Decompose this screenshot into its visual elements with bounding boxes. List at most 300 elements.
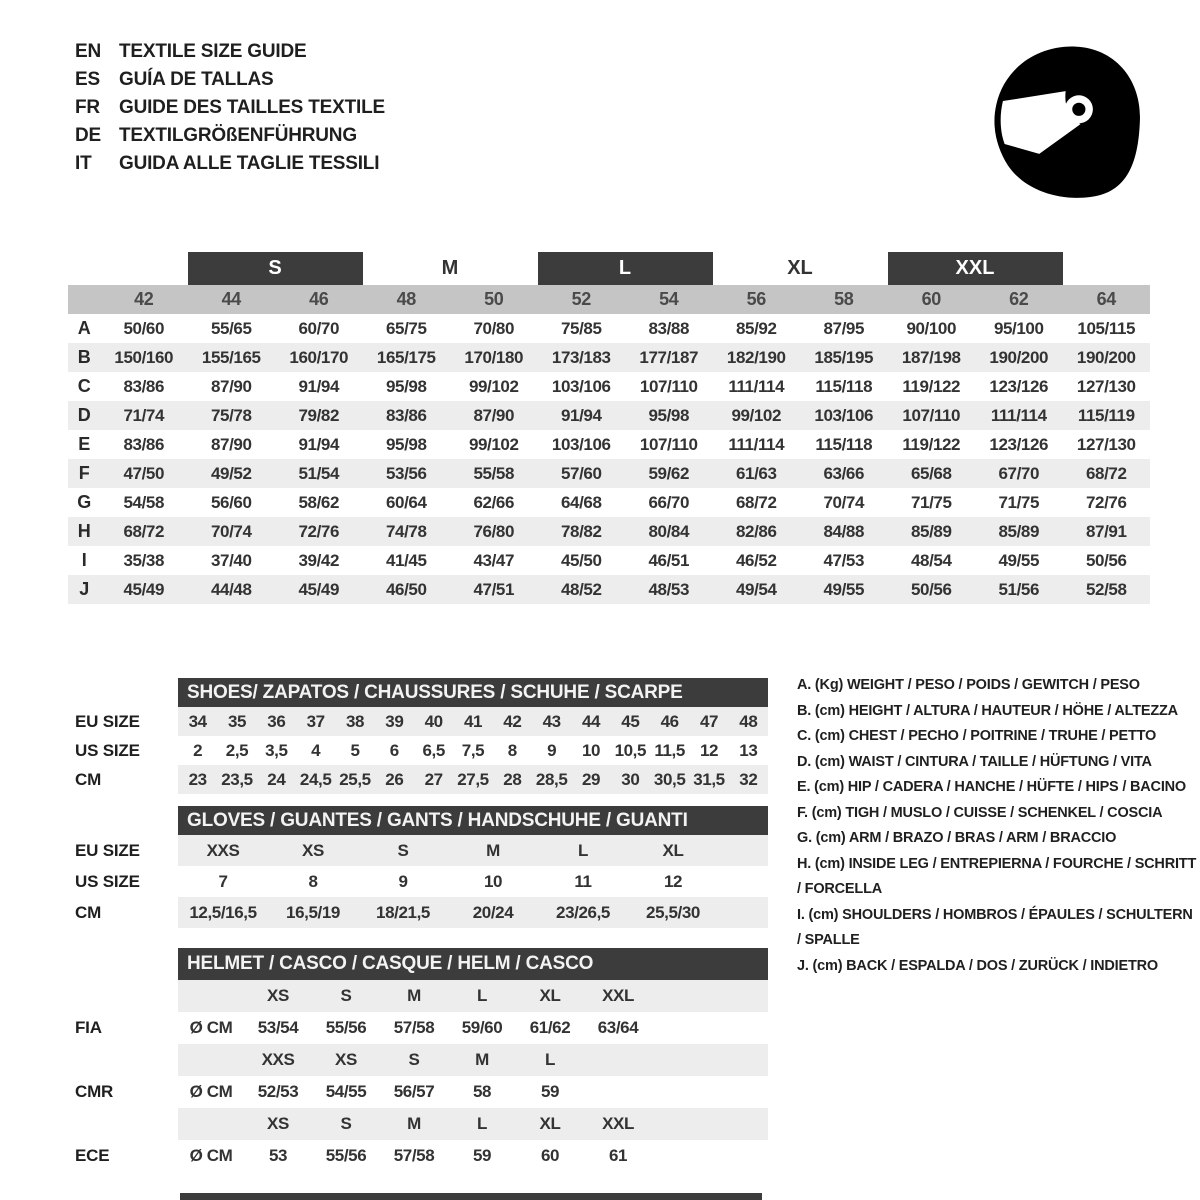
- legend: [797, 673, 1197, 979]
- measure-value: 95/98: [385, 434, 427, 454]
- measure-value: 165/175: [376, 347, 436, 367]
- language-list: [75, 38, 385, 178]
- measure-value: 127/130: [1076, 376, 1136, 396]
- helmet-cell: [584, 1044, 652, 1076]
- measure-row-g: [68, 488, 1150, 517]
- measure-value: 111/114: [728, 434, 785, 454]
- language-code: EN: [75, 41, 101, 62]
- legend-item: F. (cm) TIGH / MUSLO / CUISSE / SCHENKEL / COSCIA: [797, 804, 1163, 821]
- helmet-cell: Ø CM: [189, 1146, 233, 1165]
- measure-value: 68/72: [1085, 463, 1127, 483]
- size-value: 12,5/16,5: [189, 902, 257, 922]
- helmet-cell: Ø CM: [189, 1018, 233, 1037]
- size-group-xxl: XXL: [888, 252, 1063, 285]
- size-value: 30: [621, 769, 640, 789]
- measure-letter: H: [77, 521, 91, 541]
- measure-value: 83/86: [123, 434, 165, 454]
- row-label-gloves-us-size: US SIZE: [75, 871, 140, 891]
- measure-value: 47/50: [123, 463, 165, 483]
- measure-value: 87/91: [1085, 521, 1127, 541]
- size-value: 46: [660, 711, 679, 731]
- size-value: 13: [739, 740, 758, 760]
- size-value: 47: [699, 711, 719, 731]
- measure-value: 119/122: [902, 376, 961, 396]
- size-value: 4: [311, 740, 321, 760]
- helmet-cell: 53: [268, 1146, 288, 1165]
- size-value: 8: [308, 871, 318, 891]
- measure-value: 60/64: [385, 492, 427, 512]
- legend-item: A. (Kg) WEIGHT / PESO / POIDS / GEWITCH / PESO: [797, 677, 1140, 693]
- measure-value: 160/170: [289, 347, 349, 367]
- measure-value: 83/88: [648, 318, 690, 338]
- legend-item: E. (cm) HIP / CADERA / HANCHE / HÜFTE / HIPS / BACINO: [797, 779, 1186, 795]
- measure-value: 45/50: [560, 550, 602, 570]
- legend-item: G. (cm) ARM / BRAZO / BRAS / ARM / BRACCIO: [797, 830, 1117, 846]
- size-value: 10,5: [614, 740, 647, 760]
- measure-value: 48/53: [648, 579, 690, 599]
- size-value: 30,5: [653, 769, 686, 789]
- measure-row-f: [68, 459, 1150, 488]
- legend-item: C. (cm) CHEST / PECHO / POITRINE / TRUHE / PETTO: [797, 728, 1157, 744]
- main-size-table: [68, 252, 1150, 604]
- measure-value: 62/66: [473, 492, 515, 512]
- helmet-cell: XXS: [261, 1050, 295, 1069]
- size-columns-row: [68, 285, 1150, 314]
- helmet-cell: M: [407, 1114, 421, 1133]
- helmet-cell: 56/57: [393, 1082, 435, 1101]
- helmet-cell: 61/62: [529, 1018, 571, 1037]
- measure-value: 61/63: [735, 463, 777, 483]
- measure-value: 48/54: [910, 550, 952, 570]
- size-value: 36: [267, 711, 286, 731]
- legend-item: B. (cm) HEIGHT / ALTURA / HAUTEUR / HÖHE / ALTEZZA: [797, 702, 1178, 719]
- measure-row-b: [68, 343, 1150, 372]
- measure-value: 64/68: [560, 492, 602, 512]
- measure-letter: C: [77, 376, 91, 396]
- helmet-cell: M: [407, 986, 421, 1005]
- gloves-row: [178, 835, 768, 866]
- size-value: 41: [463, 711, 483, 731]
- measure-letter: E: [78, 434, 90, 454]
- helmet-values-row: [178, 1012, 768, 1044]
- bottom-bar: [180, 1193, 762, 1200]
- measure-value: 87/90: [473, 405, 515, 425]
- size-value: 8: [507, 740, 517, 760]
- size-column-header: 42: [134, 289, 154, 309]
- measure-value: 91/94: [298, 434, 340, 454]
- measure-value: 87/95: [823, 318, 865, 338]
- measure-value: 72/76: [298, 521, 340, 541]
- size-column-header: 58: [834, 289, 854, 309]
- measure-value: 65/75: [385, 318, 427, 338]
- language-title: TEXTILGRÖßENFÜHRUNG: [119, 125, 357, 146]
- helmet-cell: 58: [472, 1082, 492, 1101]
- measure-value: 35/38: [123, 550, 165, 570]
- measure-value: 103/106: [814, 405, 874, 425]
- measure-value: 70/74: [210, 521, 252, 541]
- measure-value: 173/183: [551, 347, 611, 367]
- helmet-cell: [178, 1044, 244, 1076]
- measure-row-j: [68, 575, 1150, 604]
- size-value: XL: [662, 840, 684, 860]
- helmet-cell: 55/56: [325, 1146, 367, 1165]
- measure-value: 111/114: [728, 376, 785, 396]
- row-label-gloves-cm: CM: [75, 902, 102, 922]
- helmet-cell: S: [340, 1114, 352, 1133]
- helmet-cell: [178, 1108, 244, 1140]
- size-value: 23: [188, 769, 207, 789]
- language-title: GUIDA ALLE TAGLIE TESSILI: [119, 153, 380, 174]
- measure-value: 44/48: [210, 579, 252, 599]
- gloves-row: [178, 897, 768, 928]
- size-value: 18/21,5: [376, 902, 430, 922]
- language-code: IT: [75, 153, 92, 174]
- size-value: XXS: [206, 840, 240, 860]
- measure-value: 67/70: [998, 463, 1040, 483]
- measure-value: 49/55: [823, 579, 865, 599]
- measure-value: 47/53: [823, 550, 865, 570]
- size-value: 40: [424, 711, 443, 731]
- size-value: S: [397, 840, 409, 860]
- measure-value: 49/54: [735, 579, 777, 599]
- size-value: 31,5: [693, 769, 725, 789]
- measure-value: 66/70: [648, 492, 690, 512]
- measure-value: 75/85: [560, 318, 602, 338]
- size-value: 10: [581, 740, 601, 760]
- measure-value: 76/80: [473, 521, 515, 541]
- measure-value: 57/60: [560, 463, 602, 483]
- language-row: [75, 150, 385, 178]
- measure-value: 115/118: [815, 376, 873, 396]
- helmet-cell: 52/53: [257, 1082, 299, 1101]
- measure-value: 46/50: [385, 579, 427, 599]
- measure-row-e: [68, 430, 1150, 459]
- measure-value: 63/66: [823, 463, 865, 483]
- row-label-standard-ece: ECE: [75, 1146, 110, 1165]
- measure-value: 107/110: [902, 405, 961, 425]
- helmet-cell: S: [408, 1050, 420, 1069]
- measure-value: 83/86: [123, 376, 165, 396]
- size-value: 45: [621, 711, 640, 731]
- measure-value: 60/70: [298, 318, 340, 338]
- language-row: [75, 38, 385, 66]
- size-value: 20/24: [472, 902, 514, 922]
- measure-value: 190/200: [989, 347, 1049, 367]
- helmet-cell: 55/56: [325, 1018, 367, 1037]
- size-column-header: 60: [921, 289, 941, 309]
- measure-value: 87/90: [210, 434, 252, 454]
- helmet-cell: XL: [539, 986, 561, 1005]
- size-value: 23,5: [221, 769, 253, 789]
- measure-value: 127/130: [1076, 434, 1136, 454]
- language-row: [75, 122, 385, 150]
- measure-value: 85/92: [735, 318, 777, 338]
- row-label-standard-fia: FIA: [75, 1018, 102, 1037]
- size-column-header: 64: [1096, 289, 1116, 309]
- measure-value: 115/119: [1077, 405, 1135, 425]
- size-value: 35: [227, 711, 247, 731]
- size-column-header: 62: [1009, 289, 1029, 309]
- measure-value: 119/122: [902, 434, 961, 454]
- measure-letter: J: [79, 579, 89, 599]
- measure-value: 52/58: [1085, 579, 1127, 599]
- measure-value: 71/75: [998, 492, 1040, 512]
- measure-value: 95/100: [993, 318, 1044, 338]
- measure-value: 49/55: [998, 550, 1040, 570]
- size-value: 3,5: [265, 740, 288, 760]
- measure-value: 65/68: [910, 463, 952, 483]
- measure-value: 54/58: [123, 492, 165, 512]
- measure-value: 71/74: [123, 405, 165, 425]
- size-value: 24,5: [299, 769, 332, 789]
- helmet-cell: 59: [472, 1146, 492, 1165]
- shoes-row: [178, 736, 768, 765]
- language-title: GUIDE DES TAILLES TEXTILE: [119, 97, 385, 118]
- measure-value: 105/115: [1077, 318, 1136, 338]
- measure-value: 83/86: [385, 405, 427, 425]
- helmet-cell: Ø CM: [189, 1082, 233, 1101]
- measure-row-d: [68, 401, 1150, 430]
- size-value: 34: [188, 711, 207, 731]
- size-value: 7: [218, 871, 228, 891]
- size-value: 38: [345, 711, 365, 731]
- measure-letter: D: [77, 405, 91, 425]
- size-value: 2,5: [225, 740, 249, 760]
- measure-value: 115/118: [815, 434, 873, 454]
- language-code: ES: [75, 69, 100, 90]
- helmet-cell: [584, 1076, 652, 1108]
- size-value: 32: [739, 769, 758, 789]
- helmet-cell: XL: [539, 1114, 561, 1133]
- helmet-cell: XS: [267, 986, 289, 1005]
- measure-value: 48/52: [560, 579, 602, 599]
- helmet-cell: 54/55: [325, 1082, 367, 1101]
- helmet-values-row: [178, 1076, 768, 1108]
- size-value: 42: [503, 711, 522, 731]
- size-groups-row: [68, 252, 1150, 285]
- row-label-shoes-us-size: US SIZE: [75, 740, 140, 760]
- size-column-header: 48: [396, 289, 416, 309]
- row-label-shoes-cm: CM: [75, 769, 102, 789]
- measure-value: 79/82: [298, 405, 340, 425]
- measure-value: 46/51: [648, 550, 690, 570]
- measure-value: 56/60: [210, 492, 252, 512]
- measure-row-c: [68, 372, 1150, 401]
- helmet-cell: 61: [608, 1146, 628, 1165]
- size-value: 9: [547, 740, 557, 760]
- helmet-cell: 59/60: [461, 1018, 503, 1037]
- measure-value: 50/56: [910, 579, 952, 599]
- measure-value: 45/49: [298, 579, 340, 599]
- shoes-row: [178, 765, 768, 794]
- measure-value: 70/80: [473, 318, 515, 338]
- size-value: 37: [306, 711, 325, 731]
- table-title-bar: GLOVES / GUANTES / GANTS / HANDSCHUHE / GUANTI: [178, 806, 768, 835]
- measure-value: 43/47: [473, 550, 515, 570]
- measure-letter: A: [77, 318, 91, 338]
- helmet-values-row: [178, 1140, 768, 1172]
- measure-value: 190/200: [1076, 347, 1136, 367]
- size-column-header: 54: [659, 289, 679, 309]
- measure-value: 75/78: [210, 405, 252, 425]
- size-value: XS: [302, 840, 324, 860]
- measure-value: 68/72: [123, 521, 165, 541]
- measure-value: 99/102: [468, 434, 519, 454]
- measure-value: 95/98: [648, 405, 690, 425]
- measure-value: 55/58: [473, 463, 515, 483]
- size-group-s: S: [188, 252, 363, 285]
- measure-value: 107/110: [639, 434, 698, 454]
- measure-value: 107/110: [639, 376, 698, 396]
- size-column-header: 44: [221, 289, 241, 309]
- language-code: DE: [75, 125, 101, 146]
- measure-row-i: [68, 546, 1150, 575]
- size-value: 39: [385, 711, 404, 731]
- size-value: 23/26,5: [556, 902, 610, 922]
- measure-value: 51/54: [298, 463, 340, 483]
- size-value: 10: [483, 871, 503, 891]
- measure-value: 87/90: [210, 376, 252, 396]
- legend-item: H. (cm) INSIDE LEG / ENTREPIERNA / FOURCHE / SCHRITT / FORCELLA: [797, 855, 1197, 897]
- measure-value: 90/100: [906, 318, 957, 338]
- measure-letter: I: [81, 550, 87, 570]
- size-value: 11,5: [654, 740, 685, 760]
- measure-value: 72/76: [1085, 492, 1127, 512]
- language-code: FR: [75, 97, 100, 118]
- helmet-cell: S: [340, 986, 352, 1005]
- size-value: 6,5: [422, 740, 445, 760]
- gloves-table: [178, 806, 768, 928]
- helmet-cell: M: [475, 1050, 489, 1069]
- measure-value: 37/40: [210, 550, 252, 570]
- size-value: 7,5: [461, 740, 485, 760]
- size-value: 9: [398, 871, 408, 891]
- measure-value: 82/86: [735, 521, 777, 541]
- measure-value: 71/75: [910, 492, 952, 512]
- size-column-header: 52: [571, 289, 591, 309]
- measure-value: 123/126: [989, 376, 1049, 396]
- measure-value: 68/72: [735, 492, 777, 512]
- measure-value: 51/56: [998, 579, 1040, 599]
- size-column-header: 56: [746, 289, 766, 309]
- size-value: 28: [503, 769, 522, 789]
- measure-value: 78/82: [560, 521, 602, 541]
- measure-value: 85/89: [998, 521, 1040, 541]
- helmet-cell: XS: [335, 1050, 357, 1069]
- shoes-table: [178, 678, 768, 794]
- helmet-cell: 57/58: [393, 1146, 435, 1165]
- helmet-cell: 63/64: [597, 1018, 639, 1037]
- measure-value: 95/98: [385, 376, 427, 396]
- helmet-cell: XXL: [602, 986, 634, 1005]
- size-group-l: L: [538, 252, 713, 285]
- size-column-header: 50: [484, 289, 504, 309]
- racing-helmet-icon: [978, 40, 1150, 205]
- size-value: 43: [542, 711, 561, 731]
- measure-value: 45/49: [123, 579, 165, 599]
- measure-value: 111/114: [990, 405, 1047, 425]
- measure-value: 74/78: [385, 521, 427, 541]
- measure-value: 155/165: [201, 347, 261, 367]
- helmet-table: [178, 948, 768, 1172]
- shoes-row: [178, 707, 768, 736]
- measure-value: 41/45: [385, 550, 427, 570]
- size-value: 5: [350, 740, 360, 760]
- size-value: L: [578, 840, 588, 860]
- helmet-cell: XS: [267, 1114, 289, 1133]
- gloves-row: [178, 866, 768, 897]
- helmet-sizes-row: [178, 1044, 768, 1076]
- measure-value: 58/62: [298, 492, 340, 512]
- measure-letter: G: [77, 492, 91, 512]
- measure-value: 99/102: [731, 405, 782, 425]
- size-value: 12: [699, 740, 719, 760]
- measure-value: 55/65: [210, 318, 252, 338]
- measure-letter: B: [77, 347, 91, 367]
- helmet-cell: L: [545, 1050, 555, 1069]
- measure-value: 84/88: [823, 521, 865, 541]
- measure-value: 91/94: [560, 405, 602, 425]
- size-value: 44: [581, 711, 601, 731]
- helmet-cell: L: [477, 986, 487, 1005]
- size-group-xl: XL: [787, 257, 813, 279]
- helmet-sizes-row: [178, 1108, 768, 1140]
- measure-value: 80/84: [648, 521, 690, 541]
- size-value: 25,5/30: [646, 902, 700, 922]
- size-value: 27: [424, 769, 443, 789]
- legend-item: D. (cm) WAIST / CINTURA / TAILLE / HÜFTUNG / VITA: [797, 753, 1152, 770]
- helmet-cell: 60: [540, 1146, 560, 1165]
- measure-value: 123/126: [989, 434, 1049, 454]
- helmet-cell: 53/54: [257, 1018, 299, 1037]
- size-value: 29: [581, 769, 601, 789]
- table-title-bar: SHOES/ ZAPATOS / CHAUSSURES / SCHUHE / SCARPE: [178, 678, 768, 707]
- measure-row-a: [68, 314, 1150, 343]
- helmet-cell: 57/58: [393, 1018, 435, 1037]
- size-value: 2: [193, 740, 203, 760]
- measure-value: 53/56: [385, 463, 427, 483]
- measure-value: 99/102: [468, 376, 519, 396]
- table-title-bar: HELMET / CASCO / CASQUE / HELM / CASCO: [178, 948, 768, 980]
- measure-value: 49/52: [210, 463, 252, 483]
- corner-cell: [68, 285, 100, 314]
- measure-value: 91/94: [298, 376, 340, 396]
- size-value: 26: [385, 769, 404, 789]
- size-value: 27,5: [457, 769, 489, 789]
- language-title: TEXTILE SIZE GUIDE: [119, 41, 307, 62]
- size-value: 11: [574, 871, 592, 891]
- helmet-cell: L: [477, 1114, 487, 1133]
- size-column-header: 46: [309, 289, 329, 309]
- helmet-cell: XXL: [602, 1114, 634, 1133]
- measure-value: 39/42: [298, 550, 340, 570]
- size-value: 6: [389, 740, 399, 760]
- measure-letter: F: [78, 463, 90, 483]
- measure-row-h: [68, 517, 1150, 546]
- helmet-cell: 59: [540, 1082, 560, 1101]
- language-title: GUÍA DE TALLAS: [119, 69, 274, 90]
- size-value: 24: [267, 769, 286, 789]
- helmet-cell: [178, 980, 244, 1012]
- language-row: [75, 66, 385, 94]
- row-label-gloves-eu-size: EU SIZE: [75, 840, 140, 860]
- measure-value: 187/198: [901, 347, 961, 367]
- measure-value: 170/180: [464, 347, 524, 367]
- size-value: M: [486, 840, 500, 860]
- measure-value: 85/89: [910, 521, 952, 541]
- measure-value: 103/106: [551, 376, 611, 396]
- language-row: [75, 94, 385, 122]
